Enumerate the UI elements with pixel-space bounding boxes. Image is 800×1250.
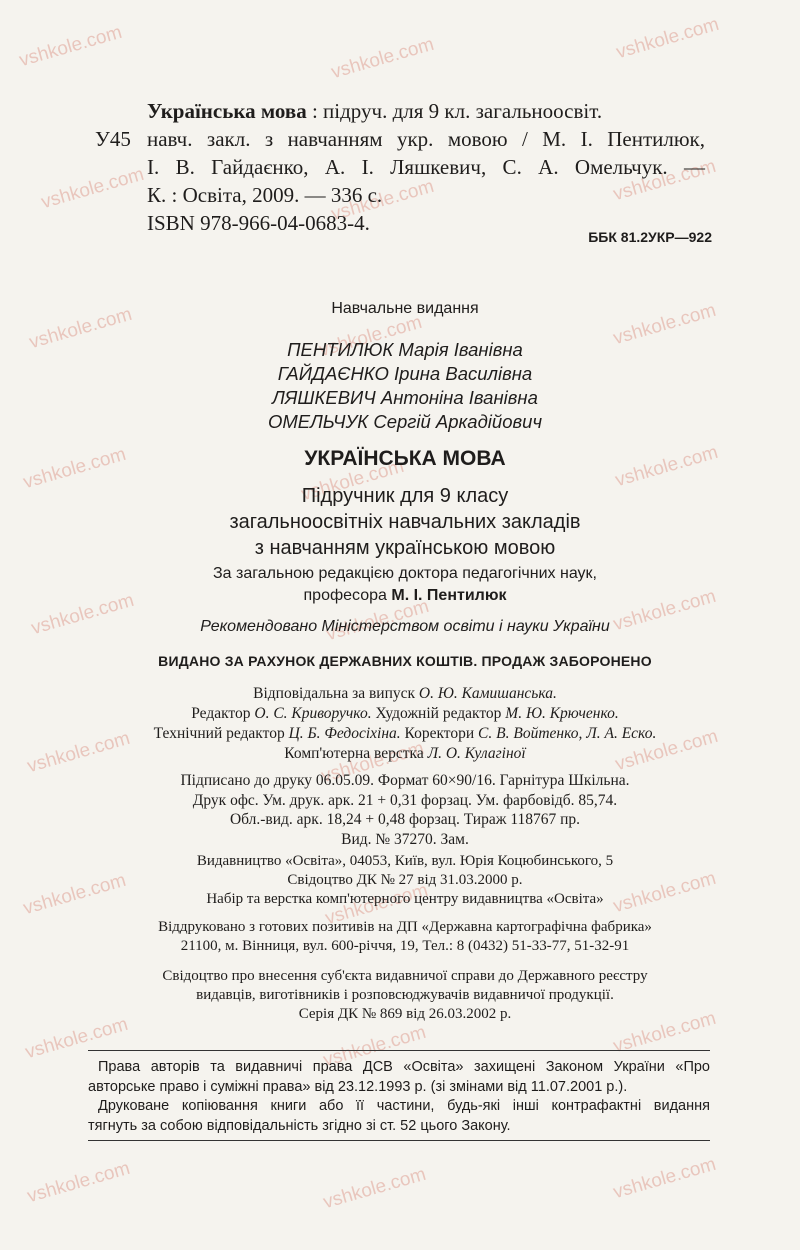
copyright-line: Права авторів та видавничі права ДСВ «Освіта» захищені Законом України «Про [98, 1059, 710, 1075]
biblio-line3: І. В. Гайдаєнко, А. І. Ляшкевич, С. А. Омельчук. — [147, 155, 705, 179]
print-line: Підписано до друку 06.05.09. Формат 60×90/16. Гарнітура Шкільна. [180, 772, 630, 789]
editor-name: М. І. Пентилюк [391, 587, 507, 604]
edition-type: Навчальне видання [331, 300, 479, 317]
authors-list [60, 338, 750, 434]
author-surname: ОМЕЛЬЧУК [267, 411, 369, 432]
biblio-line1: : підруч. для 9 кл. загальноосвіт. [311, 99, 603, 123]
author-line [60, 386, 750, 410]
ministry-recommendation: Рекомендовано Міністерством освіти і науки України [200, 618, 610, 635]
subtitle-line: загальноосвітніх навчальних закладів [229, 511, 581, 533]
staff-person: С. В. Войтенко, Л. А. Еско. [478, 725, 657, 742]
staff-role: Комп'ютерна верстка [284, 745, 428, 762]
author-name: Ірина Василівна [394, 363, 533, 384]
staff-person: О. Ю. Камишанська. [418, 685, 557, 702]
bbk-code: ББК 81.2УКР—922 [588, 229, 712, 245]
editorship [60, 563, 750, 607]
publisher-line: Свідоцтво ДК № 27 від 31.03.2000 р. [287, 872, 523, 888]
printer-line: Віддруковано з готових позитивів на ДП «Державна картографічна фабрика» [158, 919, 652, 935]
staff-role: Художній редактор [371, 705, 506, 722]
staff-role: Редактор [191, 705, 255, 722]
publisher-line: Набір та верстка комп'ютерного центру видавництва «Освіта» [206, 891, 604, 907]
staff-line [60, 744, 750, 764]
staff-person: Л. О. Кулагіної [427, 745, 526, 762]
biblio-line4: К. : Освіта, 2009. — 336 с. [147, 183, 383, 207]
printer-line: 21100, м. Вінниця, вул. 600-річчя, 19, Тел.: 8 (0432) 51-33-77, 51-32-91 [180, 938, 630, 954]
copyright-notice [88, 1058, 710, 1136]
watermark [321, 1164, 428, 1213]
watermark [611, 1154, 718, 1203]
book-title: УКРАЇНСЬКА МОВА [304, 447, 506, 470]
print-line: Вид. № 37270. Зам. [341, 830, 469, 848]
author-line [60, 338, 750, 362]
author-name: Марія Іванівна [398, 339, 523, 360]
publisher-info [60, 852, 750, 909]
staff-line [60, 704, 750, 724]
print-line: Обл.-вид. арк. 18,24 + 0,48 форзац. Тираж 118767 пр. [229, 811, 581, 828]
biblio-title: Українська мова [147, 99, 307, 123]
printer-info [60, 918, 750, 956]
staff-person: Ц. Б. Федосіхіна. [288, 725, 401, 742]
divider [88, 1140, 710, 1141]
registry-line: видавців, виготівників і розповсюджувачів видавничої продукції. [196, 987, 614, 1003]
author-line [60, 362, 750, 386]
staff-person: М. Ю. Крюченко. [505, 705, 619, 722]
copyright-line: авторське право і суміжні права» від 23.12.1993 р. (зі змінами від 11.07.2001 р.). [88, 1078, 628, 1095]
state-funded-notice: ВИДАНО ЗА РАХУНОК ДЕРЖАВНИХ КОШТІВ. ПРОДАЖ ЗАБОРОНЕНО [158, 653, 652, 669]
author-name: Антоніна Іванівна [380, 387, 538, 408]
copyright-line: Друковане копіювання книги або її частини, будь-які інші контрафактні видання [98, 1098, 710, 1114]
author-surname: ЛЯШКЕВИЧ [272, 387, 376, 408]
watermark [614, 14, 721, 63]
watermark [25, 1158, 132, 1207]
isbn: ISBN 978-966-04-0683-4. [147, 211, 370, 235]
bibliographic-record [95, 97, 705, 237]
watermark [17, 22, 124, 71]
divider [88, 1050, 710, 1051]
biblio-line2: навч. закл. з навчанням укр. мовою / М. І. Пентилюк, [147, 127, 705, 151]
subtitle-line: Підручник для 9 класу [301, 485, 509, 507]
author-surname: ПЕНТИЛЮК [287, 339, 394, 360]
copyright-line: тягнуть за собою відповідальність згідно зі ст. 52 цього Закону. [88, 1117, 511, 1134]
author-line [60, 410, 750, 434]
staff-role: Коректори [400, 725, 479, 742]
print-info [60, 771, 750, 849]
staff-line [60, 684, 750, 704]
editorship-prefix: професора [303, 587, 387, 604]
subtitle-line: з навчанням українською мовою [254, 537, 556, 559]
book-subtitle [60, 483, 750, 561]
registry-line: Серія ДК № 869 від 26.03.2002 р. [298, 1006, 512, 1022]
author-name: Сергій Аркадійович [373, 411, 543, 432]
classmark: У45 [95, 127, 131, 151]
registry-certificate [60, 967, 750, 1024]
staff-person: О. С. Криворучко. [254, 705, 372, 722]
staff-role: Технічний редактор [153, 725, 289, 742]
registry-line: Свідоцтво про внесення суб'єкта видавничої справи до Державного реєстру [162, 968, 648, 984]
staff-line [60, 724, 750, 744]
print-line: Друк офс. Ум. друк. арк. 21 + 0,31 форзац. Ум. фарбовідб. 85,74. [192, 791, 618, 809]
publisher-line: Видавництво «Освіта», 04053, Київ, вул. Юрія Коцюбинського, 5 [196, 853, 614, 869]
staff-role: Відповідальна за випуск [253, 685, 419, 702]
staff-credits [60, 684, 750, 764]
watermark [329, 34, 436, 83]
editorship-line1: За загальною редакцією доктора педагогічних наук, [213, 565, 597, 582]
author-surname: ГАЙДАЄНКО [277, 363, 389, 384]
